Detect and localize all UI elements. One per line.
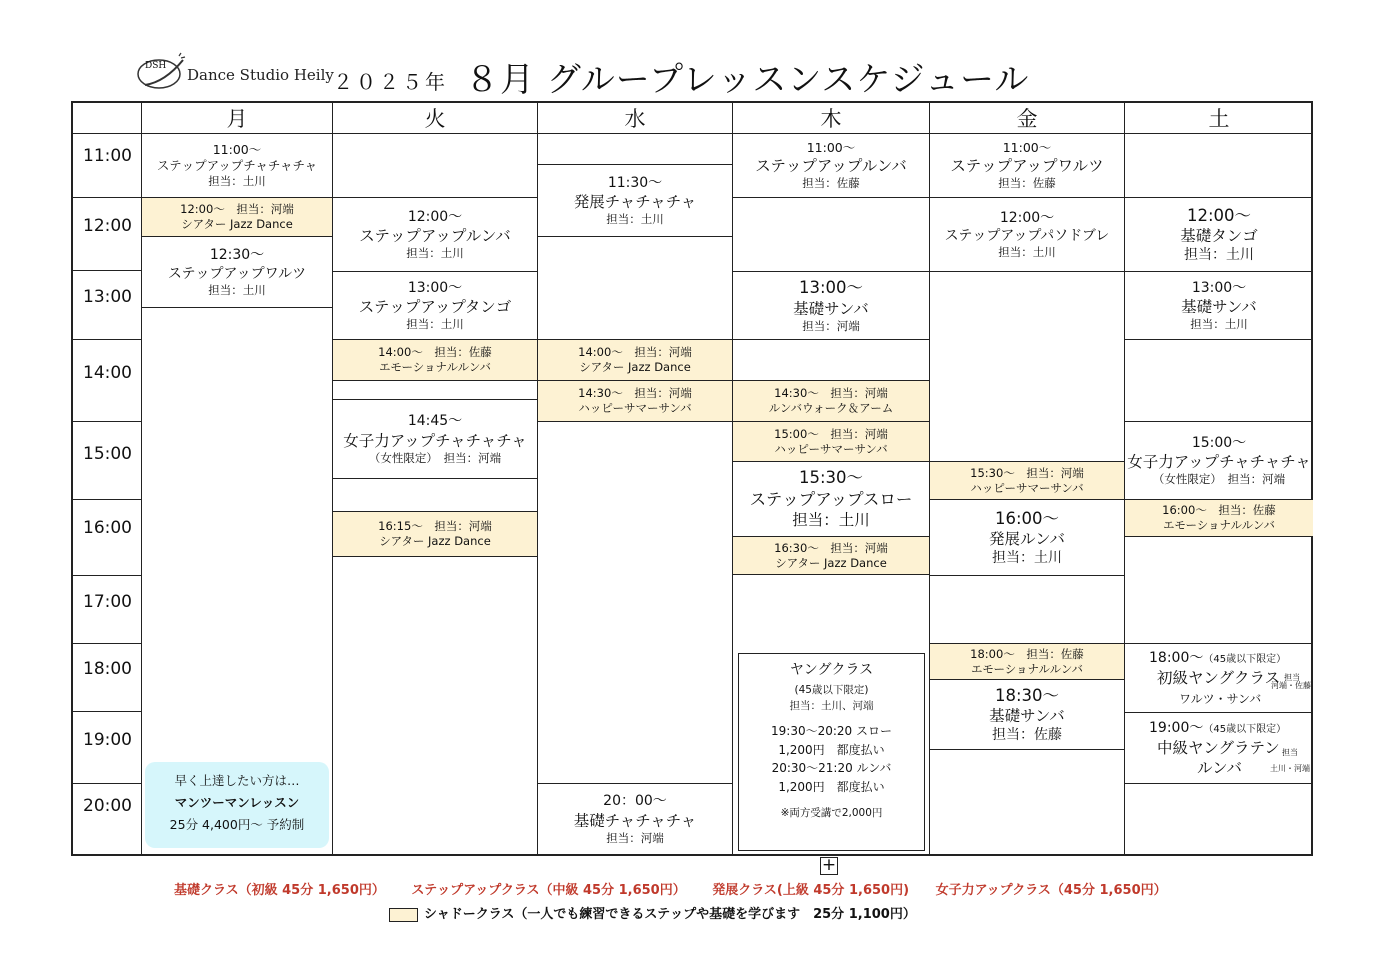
- lesson-name: ステップアップパソドブレ: [944, 228, 1110, 245]
- lesson-time: 15:30〜: [798, 468, 864, 488]
- promo-line-3: 25分 4,400円〜 予約制: [169, 816, 305, 832]
- cell-divider: [1125, 783, 1313, 784]
- lesson-teacher: （女性限定） 担当：河端: [368, 450, 502, 465]
- lesson-sub: ワルツ・サンバ: [1179, 692, 1262, 707]
- lesson-name: ステップアップワルツ: [950, 157, 1104, 176]
- lesson-name: 発展チャチャチャ: [573, 193, 697, 212]
- lesson-name: 女子力アップチャチャチャ: [1127, 453, 1311, 472]
- lesson-name: エモーショナルルンバ: [970, 661, 1084, 676]
- lesson-thu-2: [733, 272, 929, 339]
- lesson-limit: （45歳以下限定）: [1203, 653, 1287, 665]
- time-label: 11:00: [83, 146, 132, 166]
- lesson-sat-3: [1125, 422, 1313, 499]
- time-label: 18:00: [83, 659, 132, 679]
- time-label: 12:00: [83, 216, 132, 236]
- lesson-sat-2: [1125, 272, 1313, 339]
- cell-divider: [733, 197, 929, 198]
- time-divider: [73, 270, 142, 271]
- lesson-name: ハッピーサマーサンバ: [578, 401, 692, 415]
- young-slot-1: 19:30〜20:20 スロー: [771, 724, 892, 739]
- lesson-name: ステップアップルンバ: [755, 157, 907, 176]
- young-fee-1: 1,200円 都度払い: [778, 742, 885, 757]
- lesson-wed-1: [538, 165, 732, 236]
- lesson-name: 女子力アップチャチャチャ: [343, 431, 527, 450]
- logo-badge: DSH: [145, 61, 167, 71]
- lesson-sat-6: [1125, 713, 1313, 783]
- lesson-time: 13:00〜: [407, 279, 463, 296]
- dancer-logo-icon: [135, 52, 195, 92]
- lesson-name: ステップアップタンゴ: [358, 298, 512, 317]
- legend-shadow: シャドークラス（一人でも練習できるステップや基礎を学びます 25分 1,100円）: [424, 907, 916, 922]
- lesson-name: シアター Jazz Dance: [579, 360, 691, 374]
- lesson-time: 13:00〜: [798, 278, 864, 298]
- lesson-teacher: 担当：土川: [992, 550, 1062, 567]
- lesson-fri-6: [930, 680, 1124, 749]
- time-label: 16:00: [83, 518, 132, 538]
- lesson-time: 11:00〜: [212, 141, 262, 157]
- lesson-time: 18:00〜 担当：佐藤: [970, 646, 1084, 661]
- lesson-teacher: 担当：土川: [406, 246, 464, 261]
- cell-divider: [930, 749, 1124, 750]
- lesson-teacher: 担当：土川: [792, 511, 870, 530]
- lesson-sat-4-shadow: [1125, 500, 1313, 536]
- lesson-teacher: 担当：土川: [606, 212, 664, 227]
- lesson-name: ルンバウォーク＆アーム: [768, 401, 894, 415]
- legend-hatten: 発展クラス(上級 45分 1,650円): [712, 883, 910, 898]
- lesson-name: ステップアップワルツ: [167, 265, 307, 282]
- lesson-time: 14:45〜: [407, 413, 463, 430]
- promo-line-1: 早く上達したい方は…: [174, 773, 300, 788]
- lesson-time: 11:30〜: [607, 174, 663, 191]
- cell-divider: [1125, 339, 1313, 340]
- lesson-teacher: （女性限定） 担当：河端: [1152, 472, 1286, 487]
- plus-icon: +: [821, 855, 837, 875]
- day-header-thu: 木: [820, 107, 842, 131]
- lesson-time: 16:00〜: [994, 508, 1060, 528]
- lesson-time: 19:00〜: [1149, 719, 1204, 736]
- time-divider: [73, 783, 142, 784]
- legend-stepup: ステップアップクラス（中級 45分 1,650円）: [411, 883, 686, 898]
- shadow-legend: [389, 903, 916, 922]
- lesson-time: 11:00〜: [1002, 139, 1052, 155]
- young-fee-2: 1,200円 都度払い: [778, 780, 885, 794]
- lesson-time: 16:30〜 担当：河端: [774, 540, 888, 555]
- lesson-tue-3-shadow: [333, 340, 537, 380]
- lesson-teacher-tag: 担当: [1282, 747, 1298, 757]
- day-header-tue: 火: [424, 107, 446, 131]
- lesson-mon-1: [142, 134, 332, 197]
- young-class-box: [738, 653, 925, 851]
- lesson-name: 基礎サンバ: [989, 707, 1065, 726]
- schedule-grid: [71, 101, 1313, 856]
- legend-joshi: 女子力アップクラス（45分 1,650円）: [935, 883, 1167, 898]
- cell-divider: [538, 421, 732, 422]
- lesson-name: ステップアップスロー: [749, 489, 913, 509]
- private-lesson-promo: [145, 762, 329, 848]
- lesson-time: 15:00〜 担当：河端: [774, 426, 888, 441]
- lesson-teacher: 担当：土川: [998, 245, 1056, 260]
- lesson-time: 12:30〜: [209, 247, 265, 264]
- cell-divider: [1125, 536, 1313, 537]
- lesson-sat-5: [1125, 644, 1313, 712]
- time-divider: [73, 421, 142, 422]
- lesson-name: ステップアップルンバ: [359, 227, 511, 246]
- lesson-name: 発展ルンバ: [988, 530, 1066, 549]
- lesson-teacher: 担当：土川: [406, 317, 464, 332]
- lesson-time: 15:00〜: [1191, 434, 1247, 451]
- time-label: 13:00: [83, 287, 132, 307]
- lesson-name: 基礎タンゴ: [1180, 227, 1258, 246]
- lesson-time: 13:00〜: [1191, 279, 1247, 296]
- time-label: 17:00: [83, 592, 132, 612]
- young-limit: (45歳以下限定): [794, 683, 869, 696]
- page-title: ８月 グループレッスンスケジュール: [465, 60, 1030, 100]
- lesson-thu-1: [733, 134, 929, 197]
- day-header-fri: 金: [1016, 107, 1038, 131]
- lesson-teacher: 担当：土川: [208, 174, 266, 189]
- cell-divider: [930, 271, 1124, 272]
- time-divider: [73, 643, 142, 644]
- lesson-wed-4: [538, 784, 732, 854]
- lesson-time: 14:30〜 担当：河端: [774, 386, 888, 401]
- day-header-sat: 土: [1208, 107, 1230, 131]
- lesson-teacher: 河端・佐藤: [1271, 681, 1311, 691]
- lesson-time: 18:30〜: [994, 685, 1060, 705]
- time-divider: [73, 499, 142, 500]
- day-header-mon: 月: [226, 107, 248, 131]
- cell-divider: [333, 556, 537, 557]
- lesson-time: 14:00〜 担当：河端: [578, 345, 692, 360]
- lesson-time: 12:00〜 担当：河端: [180, 202, 294, 217]
- lesson-fri-4: [930, 500, 1124, 575]
- lesson-time: 14:30〜 担当：河端: [578, 386, 692, 401]
- lesson-name: エモーショナルルンバ: [378, 360, 492, 374]
- lesson-teacher: 担当：佐藤: [998, 176, 1056, 191]
- lesson-sub: ルンバ: [1197, 759, 1243, 778]
- lesson-teacher: 土川・河端: [1270, 764, 1310, 774]
- lesson-fri-5-shadow: [930, 644, 1124, 679]
- cell-divider: [538, 236, 732, 237]
- lesson-teacher: 担当：佐藤: [992, 727, 1062, 744]
- title-year: ２０２５年: [333, 70, 448, 94]
- lesson-name: 基礎チャチャチャ: [573, 811, 697, 830]
- cell-divider: [733, 339, 929, 340]
- lesson-fri-3-shadow: [930, 462, 1124, 499]
- lesson-name: シアター Jazz Dance: [775, 555, 887, 570]
- time-label: 19:00: [83, 730, 132, 750]
- lesson-name: ハッピーサマーサンバ: [970, 480, 1084, 495]
- lesson-name: ハッピーサマーサンバ: [774, 441, 888, 456]
- lesson-teacher: 担当：河端: [606, 830, 664, 845]
- class-legend: [174, 879, 1189, 898]
- logo-text: Dance Studio Heily: [187, 66, 334, 84]
- lesson-limit: （45歳以下限定）: [1203, 723, 1287, 735]
- lesson-time: 12:00〜: [1186, 205, 1252, 225]
- lesson-thu-3-shadow: [733, 381, 929, 421]
- lesson-time: 12:00〜: [407, 208, 463, 225]
- young-teacher: 担当：土川、河端: [789, 699, 874, 712]
- legend-kiso: 基礎クラス（初級 45分 1,650円）: [174, 883, 385, 898]
- lesson-time: 16:00〜 担当：佐藤: [1162, 503, 1276, 518]
- lesson-tue-4: [333, 400, 537, 478]
- lesson-wed-3-shadow: [538, 381, 732, 421]
- lesson-name: ステップアップチャチャチャ: [156, 158, 318, 174]
- time-divider: [73, 575, 142, 576]
- cell-divider: [333, 380, 537, 381]
- lesson-time: 15:30〜 担当：河端: [970, 465, 1084, 480]
- lesson-thu-6-shadow: [733, 537, 929, 574]
- cell-divider: [733, 574, 929, 575]
- young-slot-2: 20:30〜21:20 ルンバ: [771, 761, 892, 776]
- lesson-name: 基礎サンバ: [793, 299, 869, 318]
- lesson-time: 18:00〜: [1149, 649, 1204, 666]
- lesson-name: シアター Jazz Dance: [181, 217, 293, 231]
- time-label: 14:00: [83, 363, 132, 383]
- time-label: 20:00: [83, 796, 132, 816]
- lesson-name: 初級ヤングクラス: [1157, 668, 1281, 687]
- day-header-wed: 水: [624, 107, 646, 131]
- shadow-color-swatch: [389, 908, 418, 922]
- lesson-mon-2-shadow: [142, 198, 332, 236]
- cell-divider: [142, 307, 332, 308]
- time-divider: [73, 339, 142, 340]
- lesson-wed-2-shadow: [538, 340, 732, 380]
- lesson-tue-5-shadow: [333, 512, 537, 556]
- lesson-name: シアター Jazz Dance: [379, 534, 491, 548]
- lesson-time: 12:00〜: [999, 209, 1055, 226]
- lesson-time: 11:00〜: [806, 139, 856, 155]
- lesson-teacher: 担当：土川: [208, 282, 266, 297]
- lesson-teacher: 担当：佐藤: [802, 176, 860, 191]
- lesson-tue-2: [333, 272, 537, 339]
- time-label: 15:00: [83, 444, 132, 464]
- lesson-name: 基礎サンバ: [1181, 298, 1257, 317]
- lesson-teacher-tag: 担当: [1284, 672, 1301, 682]
- lesson-name: エモーショナルルンバ: [1162, 518, 1276, 532]
- young-title: ヤングクラス: [789, 662, 874, 678]
- lesson-fri-2: [930, 198, 1124, 271]
- lesson-time: 16:15〜 担当：河端: [378, 519, 492, 534]
- young-note: ※両方受講で2,000円: [780, 806, 883, 819]
- time-divider: [73, 197, 142, 198]
- lesson-sat-1: [1125, 198, 1313, 271]
- promo-line-2: マンツーマンレッスン: [174, 794, 300, 810]
- lesson-teacher: 担当：河端: [802, 318, 860, 333]
- lesson-mon-3: [142, 237, 332, 307]
- lesson-thu-5: [733, 462, 929, 536]
- lesson-fri-1: [930, 134, 1124, 197]
- cell-divider: [930, 575, 1124, 576]
- studio-logo: [135, 52, 334, 92]
- lesson-thu-4-shadow: [733, 422, 929, 461]
- lesson-time: 20：00〜: [603, 793, 667, 810]
- time-divider: [73, 711, 142, 712]
- lesson-teacher: 担当：土川: [1190, 317, 1248, 332]
- lesson-name: 中級ヤングラテン: [1157, 738, 1280, 757]
- cell-divider: [333, 478, 537, 479]
- lesson-teacher: 担当：土川: [1184, 247, 1254, 264]
- lesson-tue-1: [333, 198, 537, 271]
- lesson-time: 14:00〜 担当：佐藤: [378, 345, 492, 360]
